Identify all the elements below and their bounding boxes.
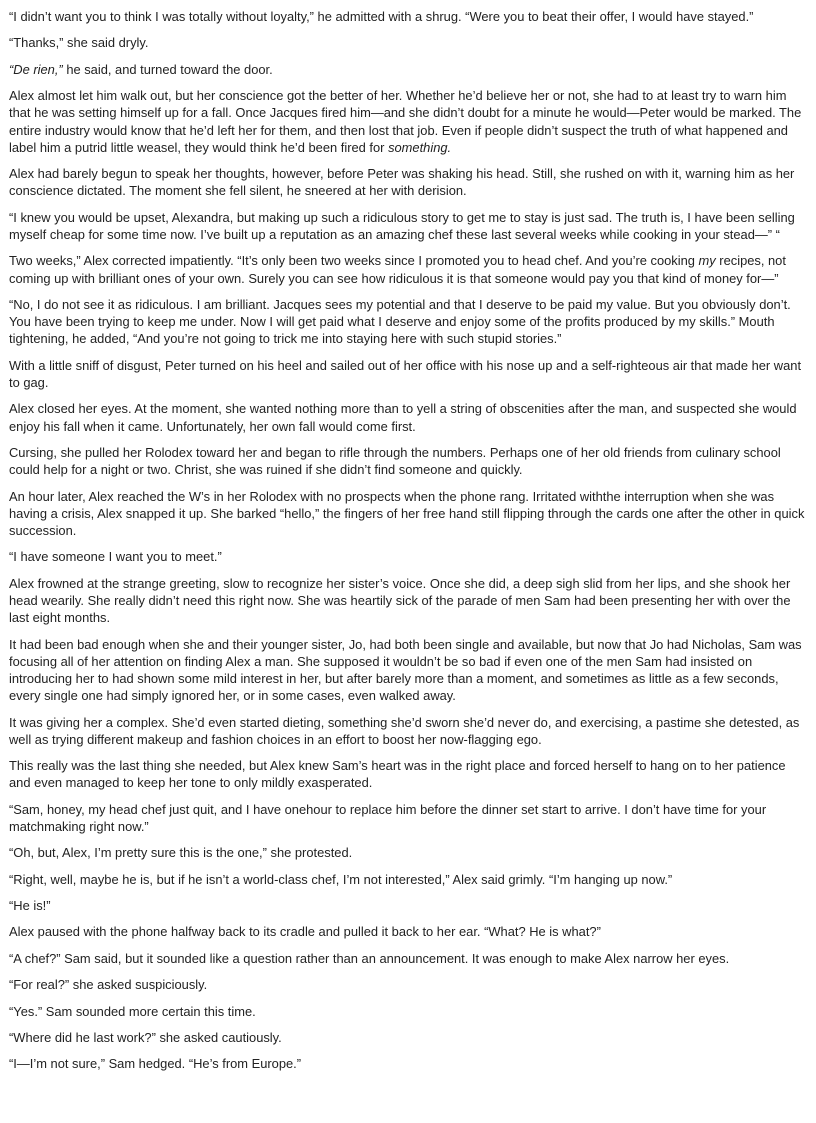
text-run: “A chef?” Sam said, but it sounded like a question rather than an announcement. It was enough to make Alex narrow her eyes.	[9, 950, 730, 966]
body-paragraph	[9, 400, 807, 434]
text-run: Two weeks,” Alex corrected impatiently. “It’s only been two weeks since I promoted you to head chef. And you’re cooking	[9, 253, 699, 269]
body-paragraph	[9, 488, 807, 540]
document-page	[9, 8, 807, 1082]
body-paragraph	[9, 87, 807, 156]
body-paragraph	[9, 871, 807, 888]
text-run: “Sam, honey, my head chef just quit, and I have onehour to replace him before the dinner set start to arrive. I don’t have time for your matchmaking right now.”	[9, 801, 767, 834]
text-run: Cursing, she pulled her Rolodex toward her and began to rifle through the numbers. Perhaps one of her old friends from culinary school could help for a night or two. Christ, she was ruined if she didn’t find someone and quickly.	[9, 444, 781, 478]
italic-text: my	[698, 253, 716, 269]
text-run: “Oh, but, Alex, I’m pretty sure this is the one,” she protested.	[9, 845, 353, 861]
text-run: “I have someone I want you to meet.”	[9, 549, 222, 565]
text-run: With a little sniff of disgust, Peter turned on his heel and sailed out of her office with his nose up and a self-righteous air that made her want to gag.	[9, 357, 802, 390]
italic-text: something.	[388, 139, 452, 155]
body-paragraph	[9, 548, 807, 565]
text-run: “No, I do not see it as ridiculous. I am brilliant. Jacques sees my potential and that I deserve to be paid my value. But you obviously don’t. You have been trying to keep me under. Now I will get paid what I deserve and enjoy some of the profits produced by my skills.” Mouth tightening, he added, “And you’re not going to trick me into staying here with such stupid stories.”	[9, 296, 791, 347]
text-run: “He is!”	[9, 898, 51, 914]
text-run: Alex closed her eyes. At the moment, she wanted nothing more than to yell a string of obscenities after the man, and suspected she would enjoy his fall when it came. Unfortunately, her own fall would come first.	[9, 401, 797, 434]
body-paragraph	[9, 444, 807, 478]
body-paragraph	[9, 1003, 807, 1020]
body-paragraph	[9, 801, 807, 835]
text-run: “Right, well, maybe he is, but if he isn’t a world-class chef, I’m not interested,” Alex said grimly. “I’m hanging up now.”	[9, 871, 673, 887]
text-run: It was giving her a complex. She’d even started dieting, something she’d sworn she’d never do, and exercising, a pastime she detested, as well as trying different makeup and fashion choices in an effort to boost her now-flagging ego.	[9, 714, 800, 747]
text-run: This really was the last thing she needed, but Alex knew Sam’s heart was in the right place and forced herself to hang on to her patience and even managed to keep her tone to only mildly exasperated.	[9, 758, 786, 791]
body-paragraph	[9, 252, 807, 286]
body-paragraph	[9, 1029, 807, 1046]
body-paragraph	[9, 209, 807, 243]
text-run: “Where did he last work?” she asked cautiously.	[9, 1030, 282, 1046]
body-paragraph	[9, 636, 807, 705]
body-paragraph	[9, 165, 807, 199]
text-run: An hour later, Alex reached the W’s in her Rolodex with no prospects when the phone rang. Irritated withthe interruption when she was having a crisis, Alex snapped it up. She barked “hello,” the fingers of her free hand still flipping through the cards one after the other in quick succession.	[9, 488, 805, 538]
text-run: “Thanks,” she said dryly.	[9, 35, 149, 51]
text-run: “I knew you would be upset, Alexandra, but making up such a ridiculous story to get me to stay is just sad. The truth is, I have been selling myself cheap for some time now. I’ve built up a reputation as an amazing chef these last several weeks while cooking in your stead—” “	[9, 209, 795, 242]
text-run: It had been bad enough when she and their younger sister, Jo, had both been single and available, but now that Jo had Nicholas, Sam was focusing all of her attention on finding Alex a man. She supposed it wouldn’t be so bad if even one of the men Sam had insisted on introducing her to had shown some mild interest in her, but after barely more than a moment, and sometimes as little as a few seconds, every single one had simply ignored her, or in some cases, even walked away.	[9, 636, 802, 704]
text-run: “I didn’t want you to think I was totally without loyalty,” he admitted with a shrug. “Were you to beat their offer, I would have stayed.”	[9, 9, 754, 24]
body-paragraph	[9, 575, 807, 627]
body-paragraph	[9, 714, 807, 748]
body-paragraph	[9, 923, 807, 940]
text-run: Alex frowned at the strange greeting, slow to recognize her sister’s voice. Once she did, a deep sigh slid from her lips, and she shook her head wearily. She really didn’t need this right now. She was heartily sick of the parade of men Sam had been presenting her with over the last eight months.	[9, 575, 791, 626]
text-run: Alex paused with the phone halfway back to its cradle and pulled it back to her ear. “What? He is what?”	[9, 924, 601, 940]
body-paragraph	[9, 296, 807, 348]
body-paragraph	[9, 844, 807, 861]
body-paragraph	[9, 61, 807, 78]
body-paragraph	[9, 976, 807, 993]
text-run: “Yes.” Sam sounded more certain this time.	[9, 1003, 256, 1019]
text-run: recipes, not coming up with brilliant ones of your own. Surely you can see how ridiculous it is that someone would pay you that kind of money for—”	[9, 253, 786, 286]
body-paragraph	[9, 357, 807, 391]
text-run: he said, and turned toward the door.	[62, 61, 273, 77]
text-run: “For real?” she asked suspiciously.	[9, 977, 208, 993]
body-paragraph	[9, 757, 807, 791]
text-run: Alex almost let him walk out, but her conscience got the better of her. Whether he’d believe her or not, she had to at least try to warn him that he was setting himself up for a fall. Once Jacques fired him—and she didn’t doubt for a minute he would—Peter would be marked. The entire industry would know that he’d left her for them, and then lost that job. Even if people didn’t suspect the truth of what happened and label him a putrid little weasel, they would think he’d been fired for	[9, 88, 802, 155]
body-paragraph	[9, 34, 807, 51]
italic-text: “De rien,”	[9, 61, 63, 77]
text-run: Alex had barely begun to speak her thoughts, however, before Peter was shaking his head. Still, she rushed on with it, warning him as her conscience dictated. The moment she fell silent, he sneered at her with derision.	[9, 166, 795, 199]
body-paragraph	[9, 8, 807, 25]
body-paragraph	[9, 897, 807, 914]
body-paragraph	[9, 950, 807, 967]
body-paragraph	[9, 1055, 807, 1072]
text-run: “I—I’m not sure,” Sam hedged. “He’s from Europe.”	[9, 1056, 302, 1072]
